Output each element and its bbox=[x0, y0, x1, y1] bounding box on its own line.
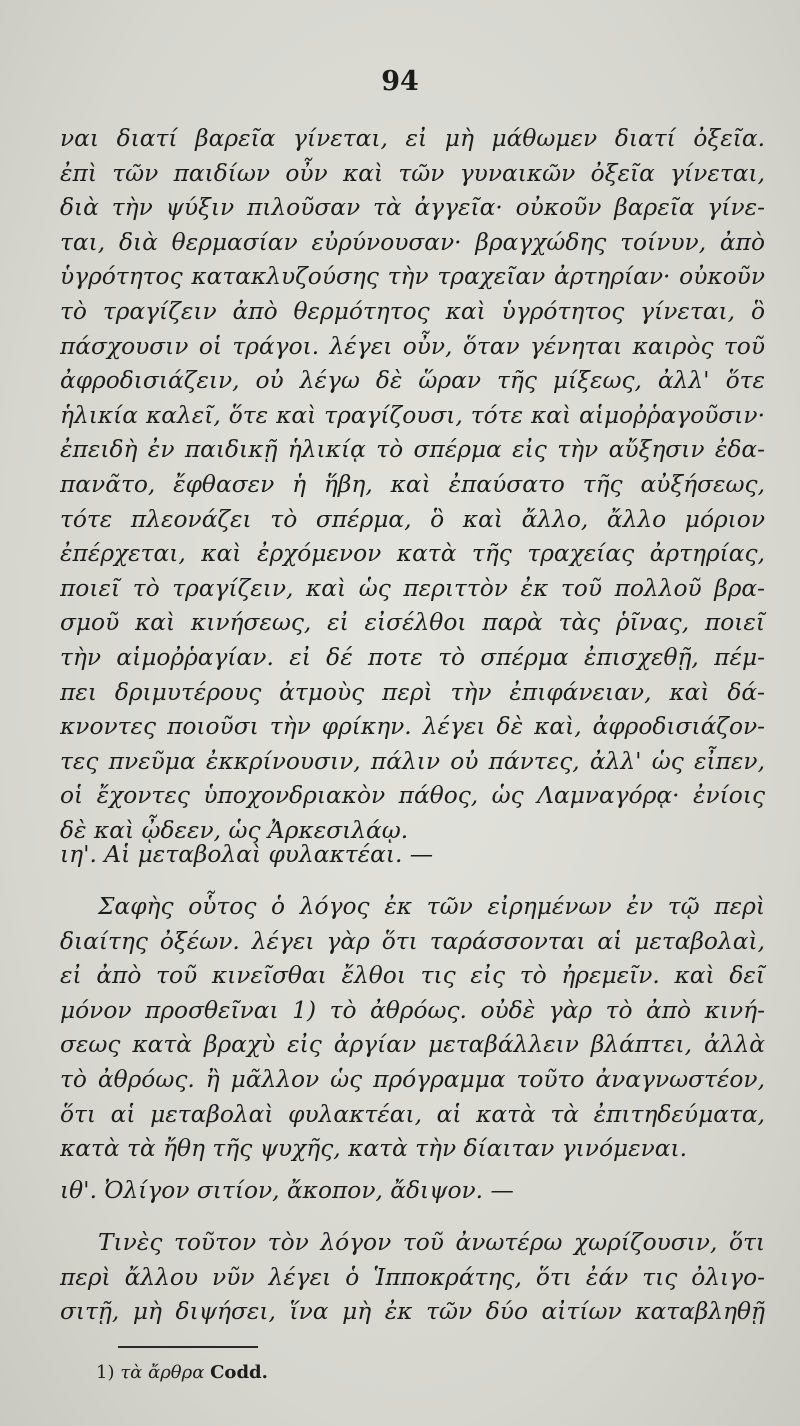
footnote-rule bbox=[118, 1346, 258, 1348]
text-line: σεως κατὰ βραχὺ εἰς ἀργίαν μεταβάλλειν βλάπτει, ἀλλὰ bbox=[60, 1031, 765, 1059]
text-line: ἐπὶ τῶν παιδίων οὖν καὶ τῶν γυναικῶν ὀξεῖα γίνεται, bbox=[60, 159, 765, 187]
text-line: ἡλικία καλεῖ, ὅτε καὶ τραγίζουσι, τότε καὶ αἱμοῤῥαγοῦσιν· bbox=[60, 401, 765, 429]
footnote-source: Codd. bbox=[210, 1362, 268, 1383]
section-heading-19: ιθ'. Ὀλίγον σιτίον, ἄκοπον, ἄδιψον. — bbox=[60, 1177, 514, 1204]
text-line: ἐπειδὴ ἐν παιδικῇ ἡλικίᾳ τὸ σπέρμα εἰς τὴν αὔξησιν ἐδα- bbox=[60, 436, 765, 464]
text-line: σιτῇ, μὴ διψήσει, ἵνα μὴ ἐκ τῶν δύο αἰτίων καταβληθῇ bbox=[60, 1298, 765, 1326]
text-line: ται, διὰ θερμασίαν εὐρύνουσαν· βραγχώδης τοίνυν, ἀπὸ bbox=[60, 228, 765, 256]
page-number: 94 bbox=[381, 66, 419, 97]
text-line: διαίτης ὀξέων. λέγει γὰρ ὅτι ταράσσονται αἱ μεταβολαὶ, bbox=[60, 927, 765, 955]
text-line: εἰ ἀπὸ τοῦ κινεῖσθαι ἔλθοι τις εἰς τὸ ἠρεμεῖν. καὶ δεῖ bbox=[60, 962, 765, 990]
footnote-marker: 1) bbox=[96, 1362, 115, 1383]
text-line: ἀφροδισιάζειν, οὐ λέγω δὲ ὥραν τῆς μίξεως, ἀλλ' ὅτε bbox=[60, 367, 765, 395]
text-line: τὴν αἱμοῤῥαγίαν. εἰ δέ ποτε τὸ σπέρμα ἐπισχεθῇ, πέμ- bbox=[60, 643, 765, 671]
text-line: μόνον προσθεῖναι 1) τὸ ἀθρόως. οὐδὲ γὰρ τὸ ἀπὸ κινή- bbox=[60, 996, 765, 1024]
footnote bbox=[96, 1362, 268, 1383]
text-line: πάσχουσιν οἱ τράγοι. λέγει οὖν, ὅταν γένηται καιρὸς τοῦ bbox=[60, 332, 765, 360]
footnote-text: τὰ ἄρθρα bbox=[120, 1362, 205, 1383]
text-line: ποιεῖ τὸ τραγίζειν, καὶ ὡς περιττὸν ἐκ τοῦ πολλοῦ βρα- bbox=[60, 574, 765, 602]
text-line: τὸ τραγίζειν ἀπὸ θερμότητος καὶ ὑγρότητος γίνεται, ὃ bbox=[60, 297, 765, 325]
text-line: ὑγρότητος κατακλυζούσης τὴν τραχεῖαν ἀρτηρίαν· οὐκοῦν bbox=[60, 263, 765, 291]
paragraph-1 bbox=[60, 122, 765, 848]
text-line: Τινὲς τοῦτον τὸν λόγον τοῦ ἀνωτέρω χωρίζουσιν, ὅτι bbox=[98, 1229, 765, 1256]
text-line: περὶ ἄλλου νῦν λέγει ὁ Ἱπποκράτης, ὅτι ἐάν τις ὀλιγο- bbox=[60, 1263, 765, 1291]
text-line: κνοντες ποιοῦσι τὴν φρίκην. λέγει δὲ καὶ, ἀφροδισιάζον- bbox=[60, 713, 765, 741]
text-line: πανᾶτο, ἔφθασεν ἡ ἥβη, καὶ ἐπαύσατο τῆς αὐξήσεως, bbox=[60, 470, 765, 498]
paragraph-2 bbox=[60, 890, 765, 1167]
text-line: Σαφὴς οὗτος ὁ λόγος ἐκ τῶν εἰρημένων ἐν τῷ περὶ bbox=[98, 893, 765, 920]
text-line: οἱ ἔχοντες ὑποχονδριακὸν πάθος, ὡς Λαμναγόρᾳ· ἐνίοις bbox=[60, 782, 765, 810]
text-line: κατὰ τὰ ἤθη τῆς ψυχῆς, κατὰ τὴν δίαιταν γινόμεναι. bbox=[60, 1135, 688, 1163]
text-line: πει δριμυτέρους ἀτμοὺς περὶ τὴν ἐπιφάνειαν, καὶ δά- bbox=[60, 678, 765, 706]
text-line: τὸ ἀθρόως. ἢ μᾶλλον ὡς πρόγραμμα τοῦτο ἀναγνωστέον, bbox=[60, 1065, 765, 1093]
text-line: ὅτι αἱ μεταβολαὶ φυλακτέαι, αἱ κατὰ τὰ ἐπιτηδεύματα, bbox=[60, 1100, 765, 1128]
text-line: δὲ καὶ ᾦδεεν, ὡς Ἀρκεσιλάῳ. bbox=[60, 816, 409, 844]
text-line: σμοῦ καὶ κινήσεως, εἰ εἰσέλθοι παρὰ τὰς ῥῖνας, ποιεῖ bbox=[60, 609, 765, 637]
paragraph-3 bbox=[60, 1226, 765, 1330]
text-line: τότε πλεονάζει τὸ σπέρμα, ὃ καὶ ἄλλο, ἄλλο μόριον bbox=[60, 505, 765, 533]
text-line: ναι διατί βαρεῖα γίνεται, εἰ μὴ μάθωμεν διατί ὀξεῖα. bbox=[60, 125, 765, 152]
text-line: τες πνεῦμα ἐκκρίνουσιν, πάλιν οὐ πάντες, ἀλλ' ὡς εἶπεν, bbox=[60, 747, 765, 775]
text-line: διὰ τὴν ψύξιν πιλοῦσαν τὰ ἀγγεῖα· οὐκοῦν βαρεῖα γίνε- bbox=[60, 194, 765, 222]
section-heading-18: ιη'. Αἱ μεταβολαὶ φυλακτέαι. — bbox=[60, 841, 434, 868]
text-line: ἐπέρχεται, καὶ ἐρχόμενον κατὰ τῆς τραχείας ἀρτηρίας, bbox=[60, 540, 765, 568]
